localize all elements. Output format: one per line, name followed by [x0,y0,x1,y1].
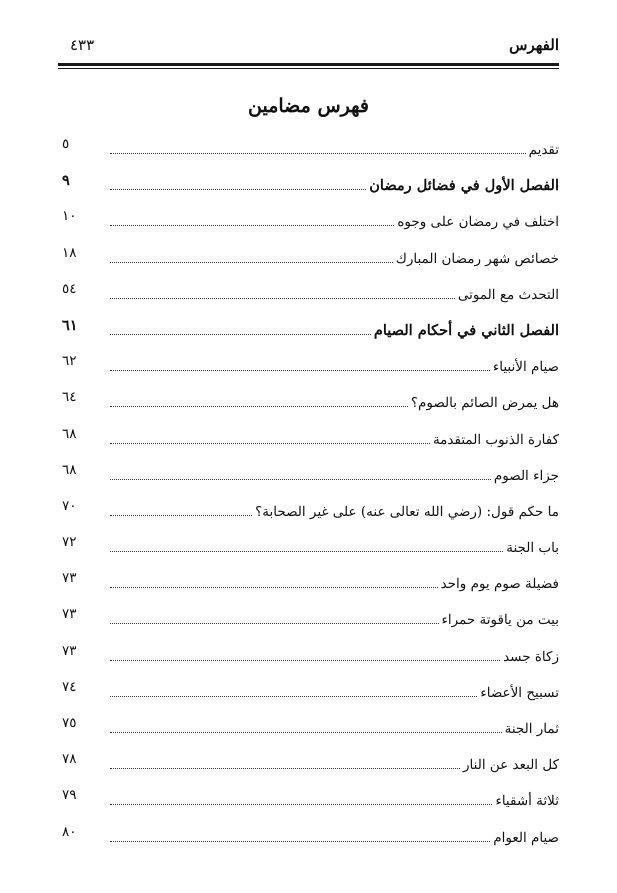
toc-chapter-row [58,164,559,200]
toc-entry-label: صيام الأنبياء [492,359,559,376]
toc-entry [110,606,559,628]
header-title: الفهرس [509,36,559,54]
toc-entry-label: بيت من ياقوتة حمراء [441,612,559,629]
toc-page-number: ٧٨ [62,751,77,768]
toc-row [58,635,559,671]
toc-row [58,200,559,236]
dot-leader [110,659,500,661]
dot-leader [110,224,394,226]
toc-row [58,598,559,634]
toc-entry [110,426,559,448]
dot-leader [110,405,408,407]
toc-entry [110,245,559,267]
toc-row [58,273,559,309]
toc-row [58,128,559,164]
toc-page-number: ٩ [62,172,70,190]
toc-page-number: ١٠ [62,208,77,225]
dot-leader [110,369,490,371]
toc-entry [110,317,559,339]
toc-row [58,490,559,526]
toc-entry-label: هل يمرض الصائم بالصوم؟ [410,395,559,412]
toc-entry [110,787,559,809]
toc-entry-label: خصائص شهر رمضان المبارك [395,250,559,267]
toc-row [58,454,559,490]
toc-chapter-row [58,309,559,345]
toc-entry [110,751,559,773]
toc-page-number: ٧٤ [62,678,77,695]
toc-entry-label: ثمار الجنة [504,721,559,737]
toc-page-number: ٦٢ [62,353,77,370]
dot-leader [110,622,439,624]
toc-page-number: ٨٠ [62,823,77,840]
header-rule-thin [58,68,559,69]
toc-entry [110,281,559,303]
toc-entry-label: الفصل الثاني في أحكام الصيام [373,321,559,339]
toc-page-number: ١٨ [62,244,77,261]
toc-entry [110,172,559,194]
dot-leader [110,442,430,444]
table-of-contents [58,128,559,852]
toc-row [58,526,559,562]
toc-row [58,562,559,598]
toc-entry-label: فضيلة صوم يوم واحد [440,576,559,593]
dot-leader [110,731,502,733]
toc-page-number: ٥٤ [62,280,77,297]
dot-leader [110,550,503,552]
toc-row [58,779,559,815]
toc-entry [110,136,559,158]
toc-entry [110,570,559,592]
toc-page-number: ٧٣ [62,642,77,659]
dot-leader [110,767,460,769]
toc-entry-label: كفارة الذنوب المتقدمة [432,431,559,448]
toc-entry [110,498,559,520]
toc-entry-label: جزاء الصوم [493,467,559,484]
toc-entry [110,208,559,230]
dot-leader [110,188,366,190]
toc-entry [110,462,559,484]
dot-leader [110,695,477,697]
toc-entry-label: اختلف في رمضان على وجوه [397,214,559,231]
dot-leader [110,514,252,516]
toc-entry-label: تقديم [528,142,559,158]
toc-row [58,743,559,779]
dot-leader [110,803,492,805]
toc-page-number: ٦٨ [62,425,77,442]
document-title: فهرس مضامين [248,95,369,117]
toc-entry [110,715,559,737]
toc-entry [110,389,559,411]
toc-entry-label: ما حكم قول: (رضي الله تعالى عنه) على غير الصحابة؟ [255,503,559,520]
toc-page-number: ٧٢ [62,534,77,551]
toc-page-number: ٦٤ [62,389,77,406]
toc-entry-label: ثلاثة أشقياء [495,793,559,810]
toc-page-number: ٦٨ [62,461,77,478]
toc-row [58,816,559,852]
toc-entry-label: تسبيح الأعضاء [480,684,559,701]
dot-leader [110,840,490,842]
toc-entry [110,353,559,375]
toc-entry-label: التحدث مع الموتى [457,286,559,303]
toc-page-number: ٧٣ [62,606,77,623]
toc-entry [110,679,559,701]
toc-row [58,707,559,743]
toc-page-number: ٦١ [62,316,78,334]
toc-entry-label: باب الجنة [506,540,559,557]
dot-leader [110,152,526,154]
header-page-number: ٤٣٣ [70,36,95,54]
toc-entry-label: زكاة جسد [503,648,559,665]
dot-leader [110,478,491,480]
toc-row [58,418,559,454]
dot-leader [110,586,438,588]
dot-leader [110,333,371,335]
toc-page-number: ٧٩ [62,787,77,804]
running-header [58,34,559,60]
toc-row [58,671,559,707]
toc-page-number: ٧٣ [62,570,77,587]
dot-leader [110,297,455,299]
toc-entry-label: كل البعد عن النار [463,757,559,774]
toc-row [58,381,559,417]
header-rule-thick [58,63,559,66]
toc-entry [110,824,559,846]
toc-page-number: ٥ [62,136,70,152]
toc-entry [110,643,559,665]
toc-entry-label: الفصل الأول في فضائل رمضان [369,177,559,195]
toc-entry-label: صيام العوام [493,829,559,846]
toc-page-number: ٧٥ [62,715,77,731]
toc-entry [110,534,559,556]
toc-row [58,345,559,381]
dot-leader [110,261,393,263]
toc-row [58,237,559,273]
toc-page-number: ٧٠ [62,497,77,514]
